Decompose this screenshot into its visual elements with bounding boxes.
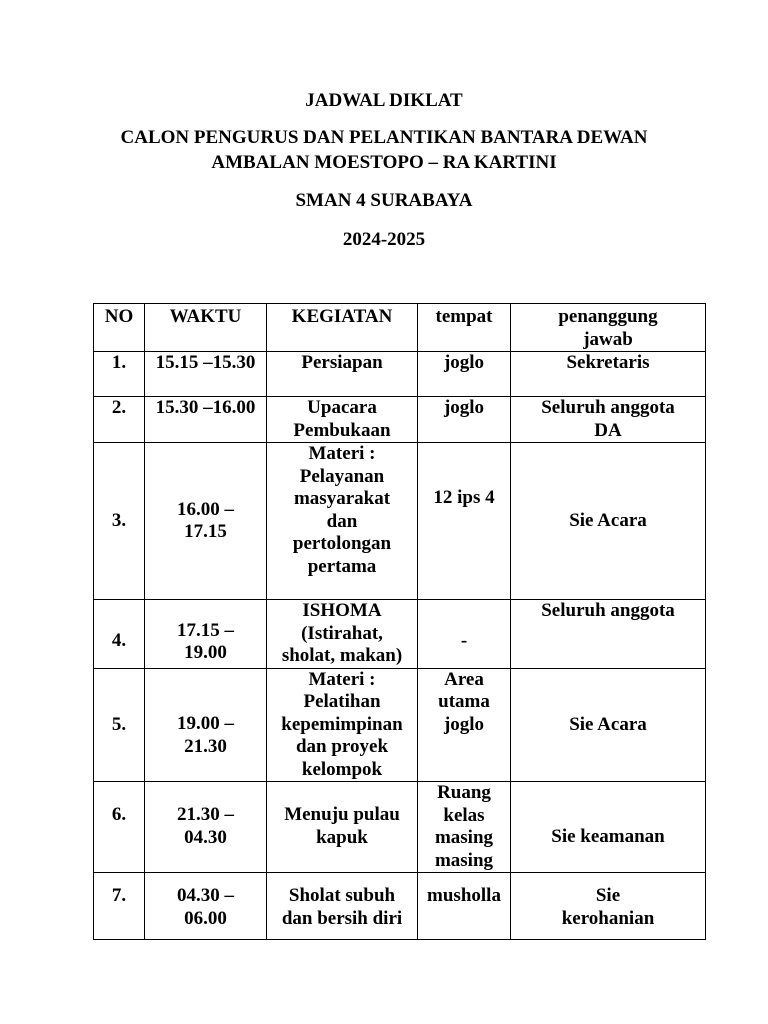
table-row: [94, 397, 706, 443]
cell-kegiatan: Materi : Pelatihan kepemimpinan dan proyek kelompok: [267, 668, 418, 782]
document-subtitle-line-1: CALON PENGURUS DAN PELANTIKAN BANTARA DEWAN: [120, 127, 648, 148]
cell-waktu: 21.30 – 04.30: [145, 782, 267, 873]
table-row: [94, 873, 706, 940]
cell-no: 4.: [94, 600, 145, 669]
schedule-table: [93, 303, 706, 940]
header-tempat: tempat: [418, 304, 511, 352]
cell-penanggung-jawab: Seluruh anggota: [511, 600, 706, 669]
cell-no: 5.: [94, 668, 145, 782]
cell-kegiatan: ISHOMA (Istirahat, sholat, makan): [267, 600, 418, 669]
cell-waktu: 15.30 –16.00: [145, 397, 267, 443]
cell-kegiatan: Upacara Pembukaan: [267, 397, 418, 443]
cell-penanggung-jawab: Seluruh anggota DA: [511, 397, 706, 443]
cell-penanggung-jawab: Sie keamanan: [511, 782, 706, 873]
cell-kegiatan: Persiapan: [267, 352, 418, 397]
header-waktu: WAKTU: [145, 304, 267, 352]
cell-kegiatan: Materi : Pelayanan masyarakat dan pertolongan pertama: [267, 443, 418, 600]
cell-tempat: Area utama joglo: [418, 668, 511, 782]
cell-kegiatan: Menuju pulau kapuk: [267, 782, 418, 873]
table-header-row: [94, 304, 706, 352]
header-no: NO: [94, 304, 145, 352]
cell-penanggung-jawab: Sekretaris: [511, 352, 706, 397]
table-row: [94, 443, 706, 600]
cell-no: 6.: [94, 782, 145, 873]
school-name: SMAN 4 SURABAYA: [295, 190, 473, 211]
cell-waktu: 16.00 – 17.15: [145, 443, 267, 600]
cell-kegiatan: Sholat subuh dan bersih diri: [267, 873, 418, 940]
cell-penanggung-jawab: Sie Acara: [511, 668, 706, 782]
cell-penanggung-jawab: Sie kerohanian: [511, 873, 706, 940]
cell-waktu: 04.30 – 06.00: [145, 873, 267, 940]
table-row: [94, 782, 706, 873]
cell-tempat: musholla: [418, 873, 511, 940]
cell-waktu: 15.15 –15.30: [145, 352, 267, 397]
cell-tempat: joglo: [418, 397, 511, 443]
cell-no: 7.: [94, 873, 145, 940]
cell-waktu: 17.15 – 19.00: [145, 600, 267, 669]
cell-tempat: -: [418, 600, 511, 669]
cell-tempat: 12 ips 4: [418, 443, 511, 600]
header-penanggung-jawab: penanggung jawab: [511, 304, 706, 352]
cell-tempat: Ruang kelas masing masing: [418, 782, 511, 873]
cell-no: 2.: [94, 397, 145, 443]
table-row: [94, 600, 706, 669]
cell-no: 3.: [94, 443, 145, 600]
cell-no: 1.: [94, 352, 145, 397]
cell-waktu: 19.00 – 21.30: [145, 668, 267, 782]
cell-penanggung-jawab: Sie Acara: [511, 443, 706, 600]
document-subtitle-line-2: AMBALAN MOESTOPO – RA KARTINI: [211, 152, 557, 173]
document-title: JADWAL DIKLAT: [305, 90, 463, 111]
table-row: [94, 668, 706, 782]
academic-year: 2024-2025: [342, 229, 426, 250]
table-row: [94, 352, 706, 397]
header-kegiatan: KEGIATAN: [267, 304, 418, 352]
cell-tempat: joglo: [418, 352, 511, 397]
